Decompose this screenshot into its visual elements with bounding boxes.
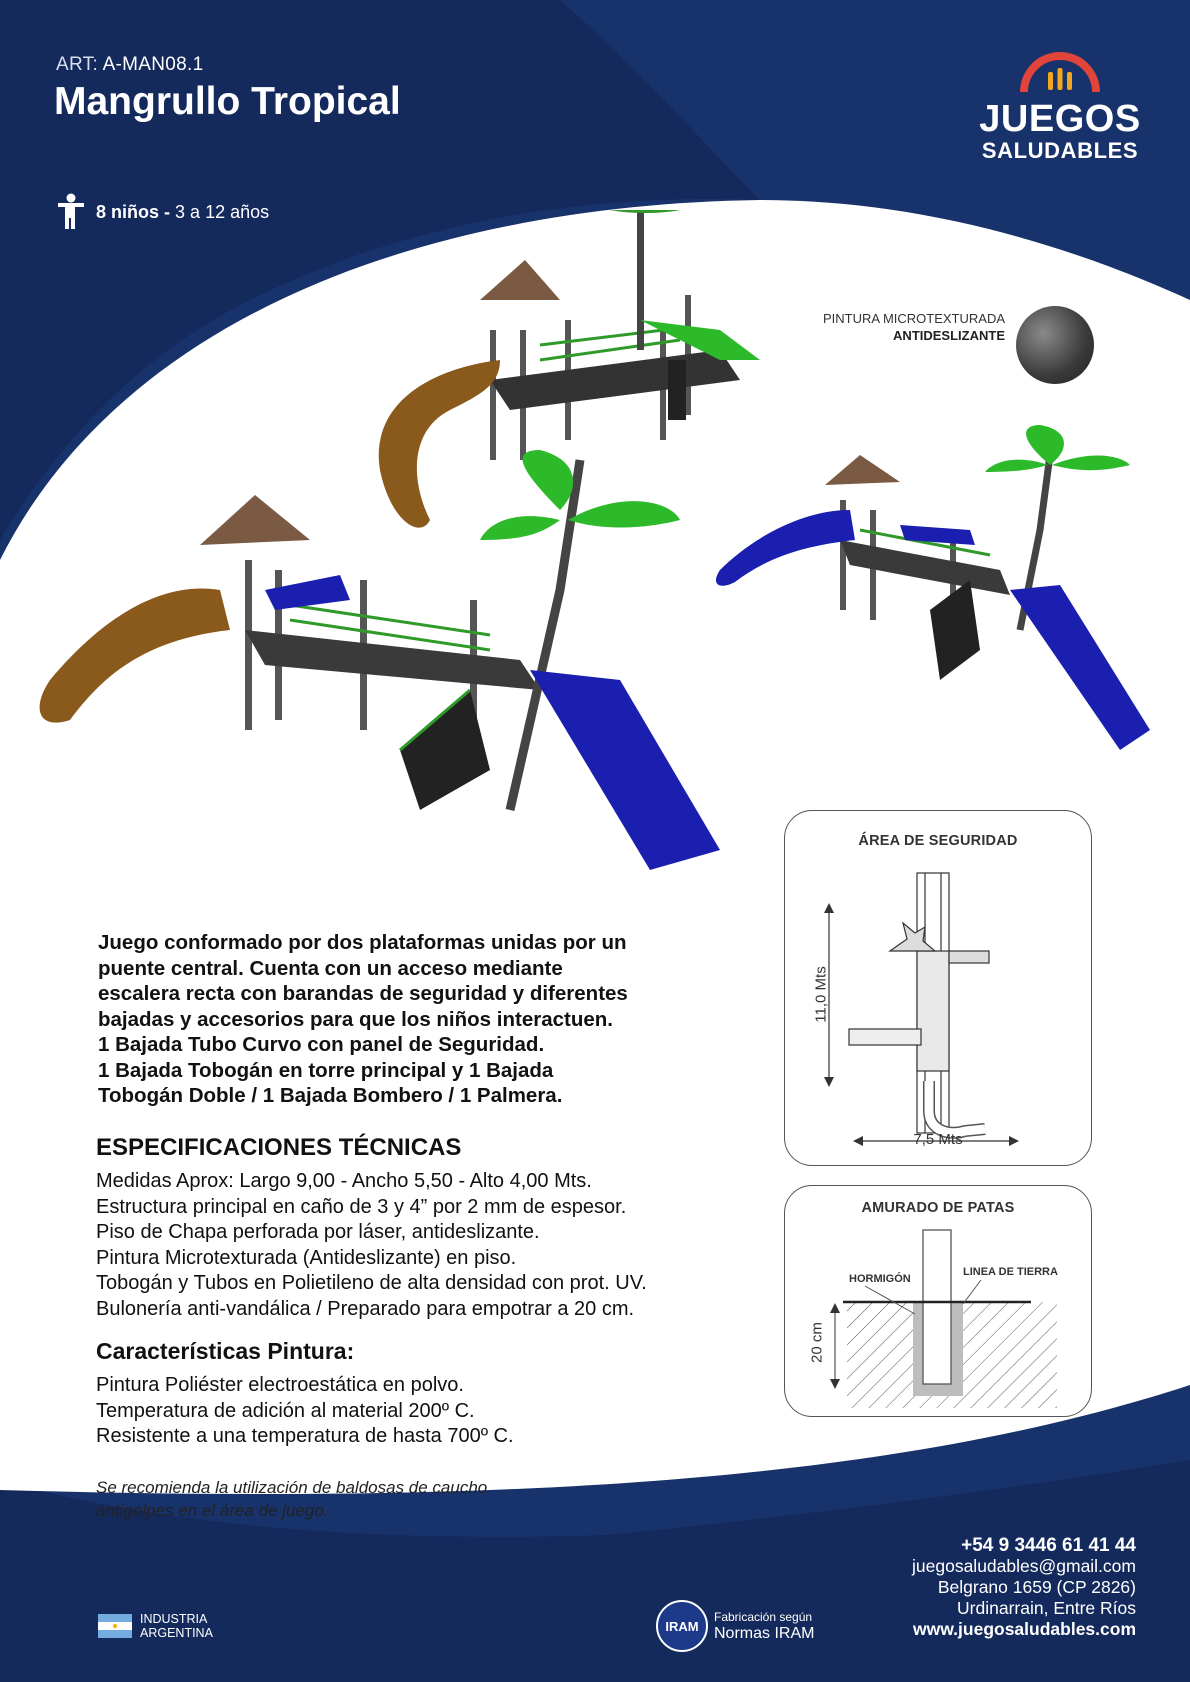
iram-badge-text: IRAM (665, 1618, 699, 1634)
render-main (40, 450, 720, 870)
concrete-label: HORMIGÓN (849, 1273, 911, 1285)
note-line1: Se recomienda la utilización de baldosas de caucho (96, 1478, 488, 1497)
specs-list (96, 1169, 647, 1322)
paint-list (96, 1373, 514, 1450)
spec-item: Pintura Microtexturada (Antideslizante) en piso. (96, 1246, 517, 1269)
height-dimension: 11,0 Mts (812, 966, 830, 1023)
address-line1: Belgrano 1659 (CP 2826) (937, 1577, 1136, 1597)
render-blue (716, 425, 1150, 750)
safety-area-panel (784, 810, 1092, 1166)
safety-area-title: ÁREA DE SEGURIDAD (858, 833, 1018, 849)
paint-badge-line1: PINTURA MICROTEXTURADA (822, 311, 1005, 326)
depth-dimension: 20 cm (808, 1322, 826, 1363)
width-dimension: 7,5 Mts (913, 1131, 963, 1148)
industria-argentina (98, 1612, 213, 1640)
kids-count: 8 niños (96, 201, 160, 222)
ground-line-label: LINEA DE TIERRA (963, 1266, 1058, 1278)
specs-heading: ESPECIFICACIONES TÉCNICAS (96, 1134, 462, 1161)
phone-number[interactable]: +54 9 3446 61 41 44 (961, 1535, 1136, 1556)
description-line: escalera recta con barandas de seguridad y diferentes (98, 982, 628, 1005)
spec-item: Estructura principal en caño de 3 y 4” por 2 mm de espesor. (96, 1195, 627, 1218)
recommendation-note (96, 1476, 616, 1522)
art-label: ART: (56, 54, 99, 75)
website-link[interactable]: www.juegosaludables.com (912, 1619, 1136, 1639)
article-code (56, 54, 203, 76)
spec-item: Tobogán y Tubos en Polietileno de alta densidad con prot. UV. (96, 1272, 647, 1294)
safety-area-diagram (785, 811, 1091, 1165)
spec-item: Medidas Aprox: Largo 9,00 - Ancho 5,50 - Alto 4,00 Mts. (96, 1170, 592, 1192)
anchoring-diagram (785, 1186, 1091, 1416)
iram-badge-icon (656, 1600, 708, 1652)
iram-line1: Fabricación según (714, 1609, 813, 1624)
description-line: 1 Bajada Tobogán en torre principal y 1 Bajada (98, 1058, 554, 1082)
paint-item: Resistente a una temperatura de hasta 700º C. (96, 1425, 514, 1447)
description-line: puente central. Cuenta con un acceso mediante (98, 956, 563, 980)
description-line: Tobogán Doble / 1 Bajada Bombero / 1 Palmera. (98, 1084, 563, 1107)
iram-line2: Normas IRAM (714, 1624, 815, 1642)
product-description (98, 930, 698, 1109)
spec-item: Piso de Chapa perforada por láser, antideslizante. (96, 1221, 540, 1243)
paint-item: Pintura Poliéster electroestática en polvo. (96, 1374, 464, 1396)
address-line2: Urdinarrain, Entre Ríos (957, 1598, 1136, 1618)
paint-heading: Características Pintura: (96, 1338, 355, 1364)
paint-badge-line2: ANTIDESLIZANTE (893, 328, 1005, 343)
paint-item: Temperatura de adición al material 200º C. (96, 1399, 475, 1422)
rainbow-arch-icon (1018, 52, 1102, 94)
industria-line2: ARGENTINA (140, 1626, 213, 1640)
logo-line1: JUEGOS (979, 98, 1141, 140)
argentina-flag-icon (98, 1614, 132, 1638)
contact-info (800, 1535, 1136, 1640)
spec-item: Bulonería anti-vandálica / Preparado para empotrar a 20 cm. (96, 1297, 635, 1320)
anchoring-panel (784, 1185, 1092, 1417)
anchoring-title: AMURADO DE PATAS (861, 1200, 1015, 1216)
kids-age: 3 a 12 años (175, 201, 270, 222)
iram-certification (656, 1600, 814, 1652)
art-number: A-MAN08.1 (102, 54, 204, 75)
description-line: Juego conformado por dos plataformas unidas por un (98, 931, 627, 954)
description-line: bajadas y accesorios para que los niños interactuen. (98, 1007, 613, 1031)
industria-line1: INDUSTRIA (140, 1612, 208, 1626)
product-title: Mangrullo Tropical (54, 80, 401, 123)
note-line2: antigolpes en el área de juego. (96, 1501, 329, 1520)
logo-line2: SALUDABLES (981, 138, 1139, 163)
email-address[interactable]: juegosaludables@gmail.com (912, 1556, 1136, 1576)
kids-separator: - (164, 201, 171, 222)
description-line: 1 Bajada Tubo Curvo con panel de Seguridad. (98, 1033, 545, 1056)
brand-logo (975, 52, 1145, 163)
